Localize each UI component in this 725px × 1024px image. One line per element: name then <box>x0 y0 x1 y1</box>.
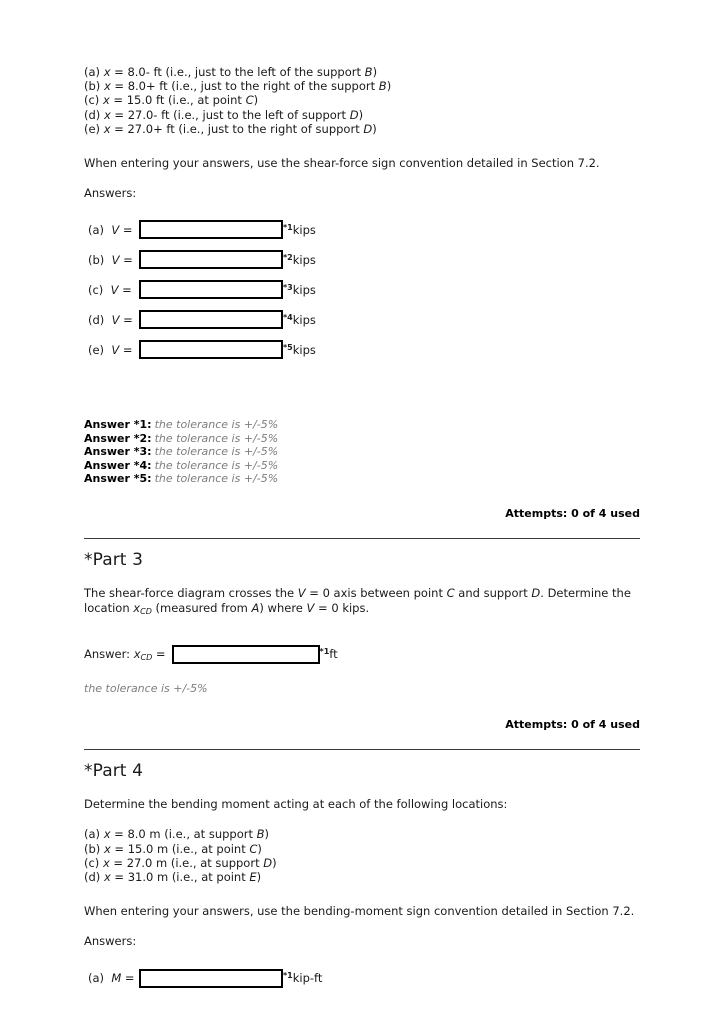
answer-row <box>84 310 640 329</box>
part3-var-x-subscript: CD <box>140 606 152 616</box>
location-point-label: C <box>245 93 254 108</box>
answer-input[interactable] <box>139 310 283 329</box>
part4-location-list <box>84 827 640 884</box>
answer-marker: *3 <box>283 282 293 292</box>
location-point-label: D <box>363 121 373 136</box>
location-key: (a) <box>84 827 104 842</box>
answer-input[interactable] <box>139 220 283 239</box>
answer-row <box>84 250 640 269</box>
spacer <box>84 750 640 761</box>
location-variable: x <box>103 121 111 136</box>
location-item <box>84 870 640 884</box>
tolerance-note-value: the tolerance is +/-5% <box>154 472 279 486</box>
tolerance-note <box>84 459 640 472</box>
part3-body-seg-5: location <box>84 600 134 615</box>
tolerance-note-key: Answer *1: <box>84 418 152 432</box>
answer-unit-label: kips <box>292 252 316 267</box>
answer-marker: *5 <box>283 342 293 352</box>
spacer <box>84 918 640 934</box>
spacer <box>84 884 640 904</box>
spacer <box>84 949 640 969</box>
tolerance-note <box>84 418 640 431</box>
location-key: (c) <box>84 855 103 870</box>
answer-unit-label: kips <box>292 342 316 357</box>
location-item <box>84 93 640 107</box>
part3-attempts: Attempts: 0 of 4 used <box>505 718 640 732</box>
location-note-close: ) <box>257 841 262 856</box>
tolerance-note-key: Answer *4: <box>84 458 152 472</box>
location-point-label: B <box>378 79 387 94</box>
answer-input[interactable] <box>139 340 283 359</box>
part3-answer-marker: *1 <box>319 647 330 657</box>
spacer <box>84 695 640 718</box>
location-point-label: B <box>256 827 265 842</box>
answer-row <box>84 220 640 239</box>
location-key: (b) <box>84 79 104 94</box>
location-item <box>84 827 640 841</box>
location-variable: x <box>103 827 111 842</box>
part3-body-seg-7: ) where <box>259 600 307 615</box>
location-note-close: ) <box>253 93 259 108</box>
location-value: = 27.0 m (i.e., at support <box>109 855 264 870</box>
tolerance-note-key: Answer *5: <box>84 472 152 486</box>
part3-point-a: A <box>251 600 260 615</box>
location-point-label: C <box>249 841 258 856</box>
spacer <box>84 539 640 550</box>
part3-answer-label-pre: Answer: <box>84 646 134 661</box>
answer-input[interactable] <box>139 969 283 988</box>
location-key: (b) <box>84 841 104 856</box>
answer-row <box>84 340 640 359</box>
part3-answer-input[interactable] <box>172 645 320 664</box>
answer-row-label: (b) V = <box>88 252 133 267</box>
location-key: (d) <box>84 870 104 885</box>
spacer <box>84 370 640 418</box>
location-value: = 8.0+ ft (i.e., just to the right of the support <box>110 79 379 94</box>
location-variable: x <box>103 65 111 79</box>
part3-var-x: x <box>133 600 141 615</box>
answer-row-label: (d) V = <box>88 312 133 327</box>
location-value: = 27.0+ ft (i.e., just to the right of support <box>110 121 364 136</box>
location-variable: x <box>102 93 110 108</box>
tolerance-note-value: the tolerance is +/-5% <box>154 418 279 432</box>
location-value: = 15.0 ft (i.e., at point <box>109 93 246 108</box>
location-value: = 15.0 m (i.e., at point <box>110 841 250 856</box>
answer-unit-label: kips <box>292 222 316 237</box>
part3-body-seg-1: The shear-force diagram crosses the <box>84 586 298 601</box>
answer-row <box>84 280 640 299</box>
location-note-close: ) <box>272 855 277 870</box>
location-point-label: D <box>263 855 273 870</box>
answer-unit <box>283 223 316 237</box>
spacer <box>84 781 640 797</box>
answer-input[interactable] <box>139 250 283 269</box>
location-item <box>84 856 640 870</box>
part2-attempts: Attempts: 0 of 4 used <box>505 507 640 521</box>
part3-var-v2: V <box>306 600 315 615</box>
answer-input[interactable] <box>139 280 283 299</box>
answer-marker: *2 <box>283 252 293 262</box>
part3-body-seg-6: (measured from <box>151 600 252 615</box>
tolerance-note-value: the tolerance is +/-5% <box>154 458 279 472</box>
part4-intro-text: Determine the bending moment acting at each of the following locations: <box>84 797 508 812</box>
answer-unit <box>283 343 316 357</box>
answer-unit <box>283 971 322 985</box>
answer-row-label: (e) V = <box>88 342 133 357</box>
part3-tolerance-note: the tolerance is +/-5% <box>84 681 208 695</box>
spacer <box>84 619 640 645</box>
part3-answer-label-var: x <box>133 646 141 661</box>
part2-convention-text: When entering your answers, use the shear-force sign convention detailed in Section 7.2. <box>84 156 600 171</box>
location-key: (e) <box>84 121 104 136</box>
answer-marker: *4 <box>283 312 293 322</box>
part3-answer-unit <box>320 647 338 661</box>
answer-unit <box>283 253 316 267</box>
spacer <box>84 200 640 220</box>
location-key: (c) <box>84 93 103 108</box>
location-value: = 8.0- ft (i.e., just to the left of the support <box>110 65 365 79</box>
location-key: (a) <box>84 65 104 79</box>
exercise-page <box>84 0 640 999</box>
location-note-close: ) <box>264 827 270 842</box>
location-value: = 27.0- ft (i.e., just to the left of support <box>110 107 350 122</box>
answer-marker: *1 <box>283 971 293 981</box>
location-note-close: ) <box>372 121 377 136</box>
location-item <box>84 65 640 79</box>
answer-row-label: (a) V = <box>88 222 133 237</box>
answer-row-label: (c) V = <box>88 282 132 297</box>
location-point-label: B <box>364 65 373 79</box>
location-key: (d) <box>84 107 104 122</box>
tolerance-note-value: the tolerance is +/-5% <box>154 431 279 445</box>
spacer <box>84 731 640 749</box>
part3-body-text <box>84 586 640 618</box>
spacer <box>84 520 640 538</box>
answer-unit-label: kips <box>292 312 316 327</box>
part3-point-c: C <box>446 586 455 601</box>
part4-convention-text: When entering your answers, use the bending-moment sign convention detailed in Section 7.2. <box>84 904 635 919</box>
location-note-close: ) <box>256 870 262 885</box>
top-spacer-2 <box>84 40 640 65</box>
part3-body-seg-4: . Determine the <box>540 586 631 601</box>
part3-support-d: D <box>531 586 541 601</box>
location-point-label: E <box>249 870 257 885</box>
spacer <box>84 485 640 507</box>
answer-marker: *1 <box>283 222 293 232</box>
part3-body-seg-3: and support <box>454 586 532 601</box>
answer-row <box>84 969 640 988</box>
part2-answer-fields <box>84 220 640 359</box>
location-value: = 31.0 m (i.e., at point <box>110 870 250 885</box>
part2-answers-label: Answers: <box>84 186 137 201</box>
part2-tolerance-notes <box>84 418 640 485</box>
tolerance-note-key: Answer *3: <box>84 445 152 459</box>
spacer <box>84 664 640 682</box>
location-point-label: D <box>349 107 359 122</box>
part4-heading: *Part 4 <box>84 761 143 782</box>
answer-unit-label: kip-ft <box>292 971 323 986</box>
location-variable: x <box>103 107 111 122</box>
part3-answer-row <box>84 645 640 664</box>
part3-var-v: V <box>297 586 306 601</box>
part3-heading: *Part 3 <box>84 550 143 571</box>
part3-body-seg-2: = 0 axis between point <box>305 586 447 601</box>
location-item <box>84 108 640 122</box>
location-variable: x <box>103 79 111 94</box>
location-variable: x <box>103 870 111 885</box>
location-item <box>84 79 640 93</box>
part3-answer-unit-label: ft <box>329 647 338 662</box>
part4-answer-fields <box>84 969 640 988</box>
top-spacer <box>84 0 640 40</box>
location-variable: x <box>103 841 111 856</box>
spacer <box>84 170 640 186</box>
location-note-close: ) <box>386 79 392 94</box>
location-variable: x <box>102 855 110 870</box>
spacer <box>84 811 640 827</box>
tolerance-note <box>84 472 640 485</box>
part4-answers-label: Answers: <box>84 934 137 949</box>
location-item <box>84 842 640 856</box>
tolerance-note-key: Answer *2: <box>84 431 152 445</box>
answer-row-label: (a) M = <box>88 971 135 986</box>
location-value: = 8.0 m (i.e., at support <box>110 827 257 842</box>
part2-location-list <box>84 65 640 136</box>
tolerance-note-value: the tolerance is +/-5% <box>154 445 279 459</box>
tolerance-note <box>84 445 640 458</box>
spacer <box>84 570 640 586</box>
part3-answer-label <box>84 647 166 662</box>
part3-body-seg-8: = 0 kips. <box>314 600 370 615</box>
location-note-close: ) <box>372 65 378 79</box>
answer-unit-label: kips <box>292 282 316 297</box>
part3-answer-label-eq: = <box>152 646 166 661</box>
spacer <box>84 136 640 156</box>
location-item <box>84 122 640 136</box>
answer-unit <box>283 283 316 297</box>
answer-unit <box>283 313 316 327</box>
location-note-close: ) <box>358 107 364 122</box>
part3-answer-label-subscript: CD <box>140 652 153 662</box>
tolerance-note <box>84 432 640 445</box>
